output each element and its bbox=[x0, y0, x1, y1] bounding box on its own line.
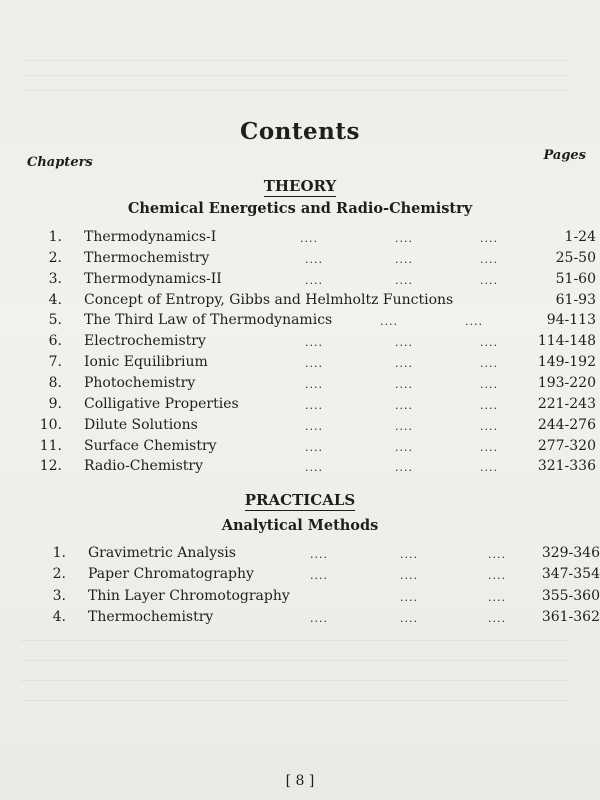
leader-dots: .... bbox=[305, 377, 323, 391]
chapter-number: 6. bbox=[48, 333, 62, 350]
chapter-number: 2. bbox=[52, 566, 66, 583]
chapter-number: 1. bbox=[48, 229, 62, 245]
chapter-title: Thermodynamics-I bbox=[84, 229, 217, 245]
leader-dots: .... bbox=[480, 377, 498, 391]
chapter-number: 9. bbox=[48, 395, 62, 412]
leader-dots: .... bbox=[395, 252, 413, 266]
chapter-number: 12. bbox=[39, 458, 62, 475]
theory-row bbox=[0, 458, 600, 478]
leader-dots: .... bbox=[480, 252, 498, 266]
chapter-number: 11. bbox=[39, 437, 62, 454]
leader-dots: .... bbox=[480, 461, 498, 475]
chapter-title: Photochemistry bbox=[84, 374, 196, 391]
leader-dots: .... bbox=[480, 398, 498, 412]
leader-dots: .... bbox=[480, 336, 498, 350]
leader-dots: .... bbox=[400, 590, 418, 604]
chapter-number: 4. bbox=[48, 291, 62, 308]
pages-column-header: Pages bbox=[543, 148, 586, 163]
leader-dots: .... bbox=[395, 377, 413, 391]
page-range: 221-243 bbox=[537, 395, 596, 412]
leader-dots: .... bbox=[395, 273, 413, 287]
page-range: 277-320 bbox=[537, 437, 596, 454]
leader-dots: .... bbox=[395, 357, 413, 371]
leader-dots: .... bbox=[488, 590, 506, 604]
leader-dots: .... bbox=[310, 569, 328, 583]
theory-row bbox=[0, 438, 600, 458]
page-range: 361-362 bbox=[541, 608, 600, 625]
practicals-row bbox=[0, 609, 600, 629]
chapter-title: Thin Layer Chromotography bbox=[88, 587, 290, 604]
chapters-column-header: Chapters bbox=[27, 155, 93, 170]
page-range: 329-346 bbox=[541, 545, 600, 561]
chapter-number: 5. bbox=[48, 312, 62, 329]
theory-subheading: Chemical Energetics and Radio-Chemistry bbox=[127, 200, 473, 217]
leader-dots: .... bbox=[310, 611, 328, 625]
leader-dots: .... bbox=[305, 336, 323, 350]
leader-dots: .... bbox=[305, 461, 323, 475]
theory-row bbox=[0, 417, 600, 437]
chapter-title: Electrochemistry bbox=[84, 333, 206, 350]
chapter-title: Surface Chemistry bbox=[84, 437, 217, 454]
theory-row bbox=[0, 292, 600, 312]
page-range: 114-148 bbox=[537, 333, 596, 350]
chapter-number: 2. bbox=[48, 249, 62, 266]
chapter-number: 7. bbox=[48, 354, 62, 371]
theory-row bbox=[0, 396, 600, 416]
leader-dots: .... bbox=[488, 548, 506, 561]
page-range: 355-360 bbox=[541, 587, 600, 604]
leader-dots: .... bbox=[380, 315, 398, 329]
theory-row bbox=[0, 271, 600, 291]
leader-dots: .... bbox=[395, 440, 413, 454]
leader-dots: .... bbox=[488, 569, 506, 583]
chapter-number: 8. bbox=[48, 374, 62, 391]
leader-dots: .... bbox=[465, 315, 483, 329]
leader-dots: .... bbox=[310, 548, 328, 561]
chapter-number: 3. bbox=[48, 270, 62, 287]
practicals-row bbox=[0, 566, 600, 586]
chapter-title: Colligative Properties bbox=[84, 395, 239, 412]
leader-dots: .... bbox=[300, 232, 318, 245]
page-range: 193-220 bbox=[537, 374, 596, 391]
leader-dots: .... bbox=[305, 357, 323, 371]
leader-dots: .... bbox=[305, 398, 323, 412]
leader-dots: .... bbox=[395, 398, 413, 412]
leader-dots: .... bbox=[395, 461, 413, 475]
page-range: 149-192 bbox=[537, 354, 596, 371]
chapter-title: Dilute Solutions bbox=[84, 416, 198, 433]
theory-row bbox=[0, 375, 600, 395]
page-range: 1-24 bbox=[564, 229, 596, 245]
page-range: 94-113 bbox=[546, 312, 596, 329]
chapter-title: Radio-Chemistry bbox=[84, 458, 203, 475]
leader-dots: .... bbox=[305, 440, 323, 454]
theory-row bbox=[0, 354, 600, 374]
leader-dots: .... bbox=[305, 273, 323, 287]
theory-row bbox=[0, 312, 600, 332]
leader-dots: .... bbox=[305, 419, 323, 433]
chapter-number: 3. bbox=[52, 587, 66, 604]
theory-row bbox=[0, 229, 600, 249]
leader-dots: .... bbox=[400, 611, 418, 625]
page-range: 51-60 bbox=[555, 270, 596, 287]
leader-dots: .... bbox=[400, 569, 418, 583]
practicals-heading: PRACTICALS bbox=[244, 491, 356, 509]
page-number: [ 8 ] bbox=[285, 773, 315, 789]
leader-dots: .... bbox=[395, 336, 413, 350]
leader-dots: .... bbox=[305, 252, 323, 266]
leader-dots: .... bbox=[488, 611, 506, 625]
chapter-number: 1. bbox=[52, 545, 66, 561]
practicals-row bbox=[0, 588, 600, 608]
chapter-title: Thermochemistry bbox=[84, 249, 210, 266]
chapter-title: Concept of Entropy, Gibbs and Helmholtz Functions bbox=[84, 291, 454, 308]
page-range: 25-50 bbox=[555, 249, 596, 266]
leader-dots: .... bbox=[395, 419, 413, 433]
page-title: Contents bbox=[240, 118, 360, 145]
chapter-title: Gravimetric Analysis bbox=[88, 545, 236, 561]
chapter-title: Thermochemistry bbox=[88, 608, 214, 625]
theory-heading: THEORY bbox=[263, 177, 337, 195]
leader-dots: .... bbox=[480, 419, 498, 433]
theory-row bbox=[0, 250, 600, 270]
leader-dots: .... bbox=[480, 440, 498, 454]
practicals-row bbox=[0, 545, 600, 565]
chapter-title: Paper Chromatography bbox=[88, 566, 254, 583]
leader-dots: .... bbox=[395, 232, 413, 245]
page-range: 321-336 bbox=[537, 458, 596, 475]
page-range: 244-276 bbox=[537, 416, 596, 433]
page-range: 347-354 bbox=[541, 566, 600, 583]
theory-row bbox=[0, 333, 600, 353]
leader-dots: .... bbox=[480, 357, 498, 371]
chapter-title: Thermodynamics-II bbox=[84, 270, 222, 287]
chapter-title: The Third Law of Thermodynamics bbox=[84, 312, 333, 329]
chapter-number: 4. bbox=[52, 608, 66, 625]
page-range: 61-93 bbox=[555, 291, 596, 308]
practicals-subheading: Analytical Methods bbox=[221, 517, 379, 534]
leader-dots: .... bbox=[480, 273, 498, 287]
chapter-number: 10. bbox=[39, 416, 62, 433]
leader-dots: .... bbox=[400, 548, 418, 561]
chapter-title: Ionic Equilibrium bbox=[84, 354, 208, 371]
leader-dots: .... bbox=[480, 232, 498, 245]
